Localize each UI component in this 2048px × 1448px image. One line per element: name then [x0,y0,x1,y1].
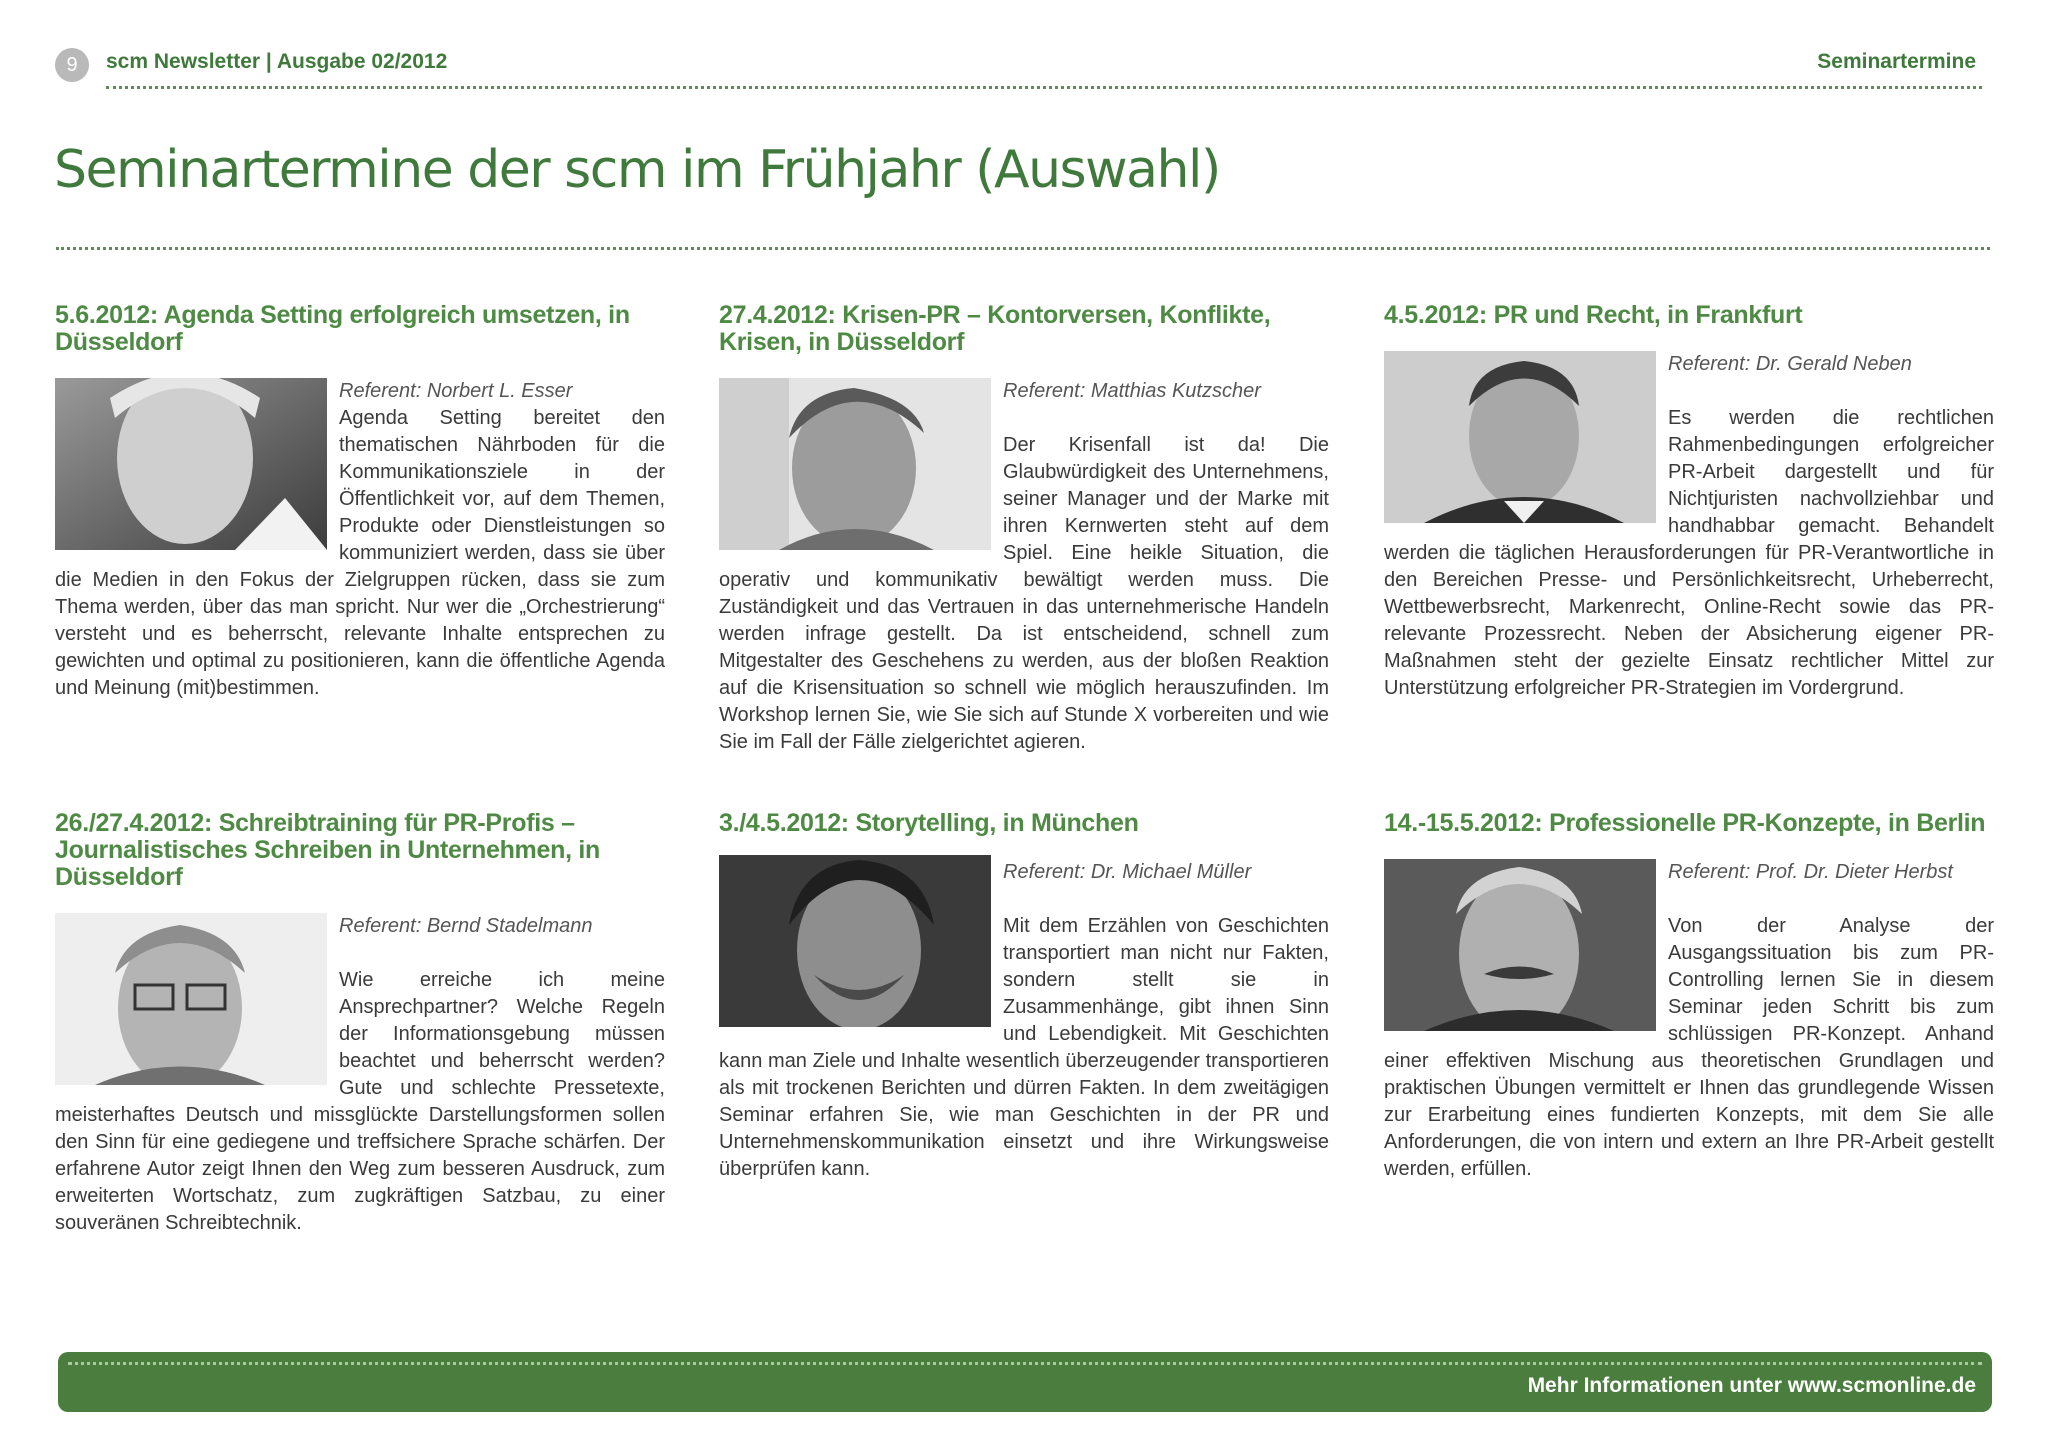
seminar-description: Von der Analyse der Ausgangssituation bis zum PR-Controlling lernen Sie in diesem Seminar jeden Schritt bis zum schlüssigen PR-Konzept. Anhand einer effektiven Mischung aus theoretischen Grundlagen und praktischen Übungen vermittelt er Ihnen das grundlegende Wissen zur Erarbeitung eines fundierten Konzepts, mit dem Sie alle Anforderungen, die von intern und extern an Ihre PR-Arbeit gestellt werden, erfüllen. [1384,915,1994,1180]
speaker-photo [1384,859,1656,1031]
seminar-body [55,378,665,702]
referent: Referent: Prof. Dr. Dieter Herbst [1668,861,1953,883]
seminar-description: Agenda Setting bereitet den thematischen Nährboden für die Kommunikationsziele in der Öffentlichkeit vor, auf dem Themen, Produkte oder Dienstleistungen so kommuniziert werden, dass sie über die Medien in den Fokus der Zielgruppen rücken, dass sie zum Thema werden, über das man spricht. Nur wer die „Orchestrierung“ versteht und es beherrscht, relevante Inhalte entsprechen zu gewichten und optimal zu positionieren, kann die öffentliche Agenda und Meinung (mit)bestimmen. [55,407,665,699]
seminar-card [55,302,665,702]
seminar-card [55,810,665,1237]
footer-link[interactable]: Mehr Informationen unter www.scmonline.de [1527,1374,1976,1397]
seminar-title: 5.6.2012: Agenda Setting erfolgreich umsetzen, in Düsseldorf [55,301,630,356]
seminar-description: Mit dem Erzählen von Geschichten transportiert man nicht nur Fakten, sondern stellt sie in Zusammenhänge, gibt ihnen Sinn und Lebendigkeit. Mit Geschichten kann man Ziele und Inhalte wesentlich überzeugender transportieren als mit trockenen Berichten und dürren Fakten. In dem zweitägigen Seminar erfahren Sie, wie man Geschichten in der PR und Unternehmenskommunikation einsetzt und ihre Wirkungsweise überprüfen kann. [719,915,1329,1180]
speaker-photo [55,378,327,550]
section-title: Seminartermine [1817,50,1976,73]
seminar-card [1384,302,1994,702]
seminar-body [719,378,1329,756]
page-title: Seminartermine der scm im Frühjahr (Auswahl) [54,140,1220,200]
publication-title: scm Newsletter | Ausgabe 02/2012 [106,50,448,73]
footer-divider [68,1362,1982,1365]
seminar-title: 3./4.5.2012: Storytelling, in München [719,809,1139,837]
seminar-body [1384,859,1994,1183]
seminar-body [55,913,665,1237]
header-divider [106,86,1982,89]
speaker-photo [1384,351,1656,523]
seminar-title: 27.4.2012: Krisen-PR – Kontorversen, Konflikte, Krisen, in Düsseldorf [719,301,1271,356]
seminar-description: Der Krisenfall ist da! Die Glaubwürdigkeit des Unternehmens, seiner Manager und der Marke mit ihren Kernwerten steht auf dem Spiel. Eine heikle Situation, die operativ und kommunikativ bewältigt werden muss. Die Zuständigkeit und das Vertrauen in das unternehmerische Handeln werden infrage gestellt. Da ist entscheidend, schnell zum Mitgestalter des Geschehens zu werden, aus der bloßen Reaktion auf die Krisensituation so schnell wie möglich herauszufinden. Im Workshop lernen Sie, wie Sie sich auf Stunde X vorbereiten und wie Sie im Fall der Fälle zielgerichtet agieren. [719,434,1329,753]
seminar-description: Wie erreiche ich meine Ansprechpartner? Welche Regeln der Informationsgebung müssen beachtet und beherrscht werden? Gute und schlechte Pressetexte, meisterhaftes Deutsch und missglückte Darstellungsformen sollen den Sinn für eine gediegene und treffsichere Sprache schärfen. Der erfahrene Autor zeigt Ihnen den Weg zum besseren Ausdruck, zum erweiterten Wortschatz, zum zugkräftigen Satzbau, zu einer souveränen Schreibtechnik. [55,969,665,1234]
seminar-description: Es werden die rechtlichen Rahmenbedingungen erfolgreicher PR-Arbeit dargestellt und für Nichtjuristen nachvollziehbar und handhabbar gemacht. Behandelt werden die täglichen Herausforderungen für PR-Verantwortliche in den Bereichen Presse- und Persönlichkeitsrecht, Urheberrecht, Wettbewerbsrecht, Markenrecht, Online-Recht sowie das PR-relevante Prozessrecht. Neben der Absicherung eigener PR-Maßnahmen steht der gezielte Einsatz rechtlicher Mittel zur Unterstützung erfolgreicher PR-Strategien im Vordergrund. [1384,407,1994,699]
seminar-card [719,302,1329,756]
referent: Referent: Dr. Michael Müller [1003,861,1252,883]
seminar-title: 26./27.4.2012: Schreibtraining für PR-Profis – Journalistisches Schreiben in Unternehmen, in Düsseldorf [55,809,600,891]
speaker-photo [719,855,991,1027]
seminar-title: 14.-15.5.2012: Professionelle PR-Konzepte, in Berlin [1384,809,1986,837]
page-number: 9 [55,48,89,82]
title-divider [56,247,1990,250]
seminar-body [719,859,1329,1183]
speaker-photo [55,913,327,1085]
referent: Referent: Matthias Kutzscher [1003,380,1261,402]
seminar-body [1384,351,1994,702]
referent: Referent: Norbert L. Esser [339,380,573,402]
referent: Referent: Bernd Stadelmann [339,915,593,937]
referent: Referent: Dr. Gerald Neben [1668,353,1912,375]
speaker-photo [719,378,991,550]
seminar-card [719,810,1329,1183]
seminar-card [1384,810,1994,1183]
footer-bar [58,1352,1992,1412]
seminar-title: 4.5.2012: PR und Recht, in Frankfurt [1384,301,1803,329]
